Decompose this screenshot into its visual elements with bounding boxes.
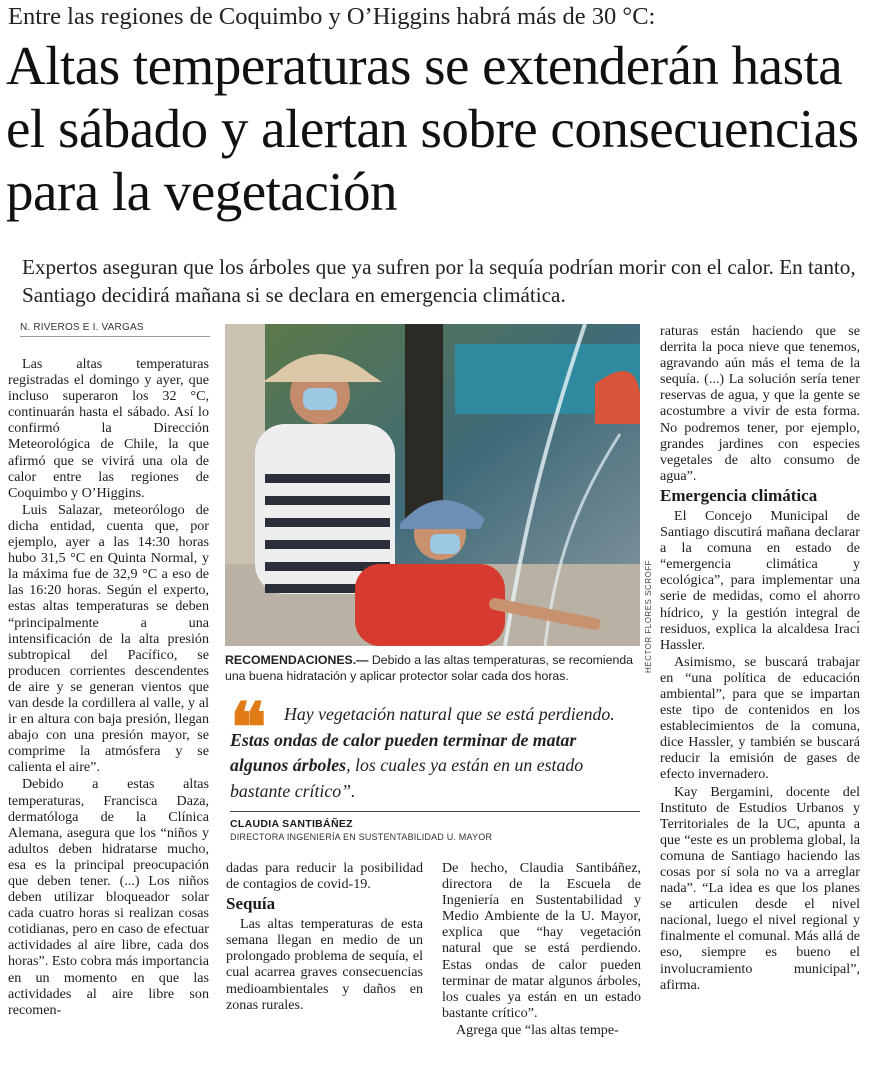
paragraph: Las altas temperaturas de esta semana llegan en medio de un prolongado problema de sequía, el cual acarrea graves consecuencias medioambientales y daños en zonas rurales. — [226, 916, 423, 1013]
caption-text: Debido a las altas temperaturas, se recomienda una buena hidratación y aplicar protector solar cada dos horas. — [225, 653, 634, 683]
quote-divider — [230, 811, 640, 812]
paragraph: Agrega que “las altas tempe- — [456, 1021, 619, 1038]
photo-credit: HÉCTOR FLORES SCROFF — [644, 560, 653, 673]
paragraph: Luis Salazar, meteorólogo de dicha entidad, cuenta que, por ejemplo, ayer a las 14:30 horas hubo 31,5 °C en Quinta Normal, y la máxima fue de 32,9 °C a eso de las 16:20 horas. Según el experto, estas altas temperaturas se deben “principalmente a una intensificación de la alta presión subtropical del Pacífico, se producen corrientes descendentes de aire y se generan vientos que van desde la cordillera al valle, y al ir en altura con baja presión, llegan abajo con una presión mayor, se comprime la atmósfera y se calienta el aire”. — [8, 501, 209, 776]
paragraph: raturas están haciendo que se derrita la poca nieve que tenemos, agravando aún más el tema de la sequía. (...) La solución sería tener reservas de agua, y que la gente se acostumbre a vivir de esta forma. No podremos tener, por ejemplo, grandes jardines con especies vegetales de alto consumo de agua”. — [660, 323, 860, 484]
body-column-2 — [226, 860, 423, 1014]
article-deck: Expertos aseguran que los árboles que ya sufren por la sequía podrían morir con el calor. En tanto, Santiago decidirá mañana si se declara en emergencia climática. — [22, 255, 856, 307]
quote-attribution-name: CLAUDIA SANTIBÁÑEZ — [230, 818, 353, 830]
photo-caption — [225, 652, 643, 684]
paragraph: Asimismo, se buscará trabajar en “una política de educación ambiental”, para que se impartan este tipo de contenidos en los establecimientos de la comuna, dice Hassler, y también se buscará reducir la emisión de gases de efecto invernadero. — [660, 653, 860, 783]
paragraph: El Concejo Municipal de Santiago discutirá mañana declarar a la comuna en estado de “emergencia climática y ecológica”, para implementar una serie de medidas, como el ahorro hídrico, y la gestión integral de residuos, explica la alcaldesa Iracı́ Hassler. — [660, 507, 860, 653]
quote-mark-icon: ❝ — [230, 688, 267, 768]
article-kicker: Entre las regiones de Coquimbo y O’Higgins habrá más de 30 °C: — [8, 3, 656, 30]
photo-illustration — [225, 324, 640, 646]
paragraph: Las altas temperaturas registradas el domingo y ayer, que incluso superaron los 32 °C, continuarán hasta el sábado. Así lo confirmó la Dirección Meteorológica de Chile, la que afirmó que se vivirá una ola de calor entre las regiones de Coquimbo y O’Higgins. — [8, 356, 209, 501]
subhead-sequia: Sequía — [226, 894, 276, 914]
paragraph: dadas para reducir la posibilidad de contagios de covid-19. — [226, 860, 423, 893]
pull-quote — [226, 688, 642, 852]
body-column-4 — [660, 323, 860, 994]
byline: N. RIVEROS E I. VARGAS — [20, 322, 210, 337]
quote-text-end: , los cuales ya están en un estado bastante crítico”. — [230, 755, 584, 801]
article-headline: Altas temperaturas se extenderán hasta el sábado y alertan sobre consecuencias para la vegetación — [6, 35, 859, 222]
article-photo — [225, 324, 640, 646]
paragraph: Kay Bergamini, docente del Instituto de Estudios Urbanos y Territoriales de la UC, apunta a que “este es un problema global, la comuna de Santiago haciendo las cosas por sí sola no va a arreglar nada”. “La idea es que los planes se articulen desde el nivel nacional, luego el nivel regional y finalmente el comunal. Más allá de eso, siempre es bueno el involucramiento municipal”, afirma. — [660, 783, 860, 993]
body-column-3 — [442, 860, 641, 1039]
caption-label: RECOMENDACIONES.— — [225, 653, 369, 667]
paragraph: De hecho, Claudia Santibáñez, directora de la Escuela de Ingeniería en Sustentabilidad y Medio Ambiente de la U. Mayor, explica que “hay vegetación natural que se está perdiendo. Estas ondas de calor pueden terminar de matar algunos árboles, los cuales ya están en un estado bastante crítico”. — [442, 860, 641, 1021]
quote-text — [230, 702, 635, 804]
body-column-1 — [8, 356, 209, 1019]
subhead-emergencia: Emergencia climática — [660, 485, 818, 505]
quote-attribution-role: DIRECTORA INGENIERÍA EN SUSTENTABILIDAD U. MAYOR — [230, 832, 493, 842]
quote-text-bold: Estas ondas de calor pueden terminar de matar algunos árboles — [230, 729, 577, 775]
paragraph: Debido a estas altas temperaturas, Francisca Daza, dermatóloga de la Clínica Alemana, asegura que los “niños y adultos deben hidratarse mucho, esa es la principal preocupación que deben tener. (...) Los niños deben utilizar bloqueador solar cada cuatro horas si realizan cosas cotidianas, pero en caso de efectuar actividades al aire libre, cada dos horas”. Esto cobra más importancia en un momento en que las actividades al aire libre son recomen- — [8, 776, 209, 1018]
quote-text-plain: Hay vegetación natural que se está perdiendo. — [284, 704, 615, 724]
